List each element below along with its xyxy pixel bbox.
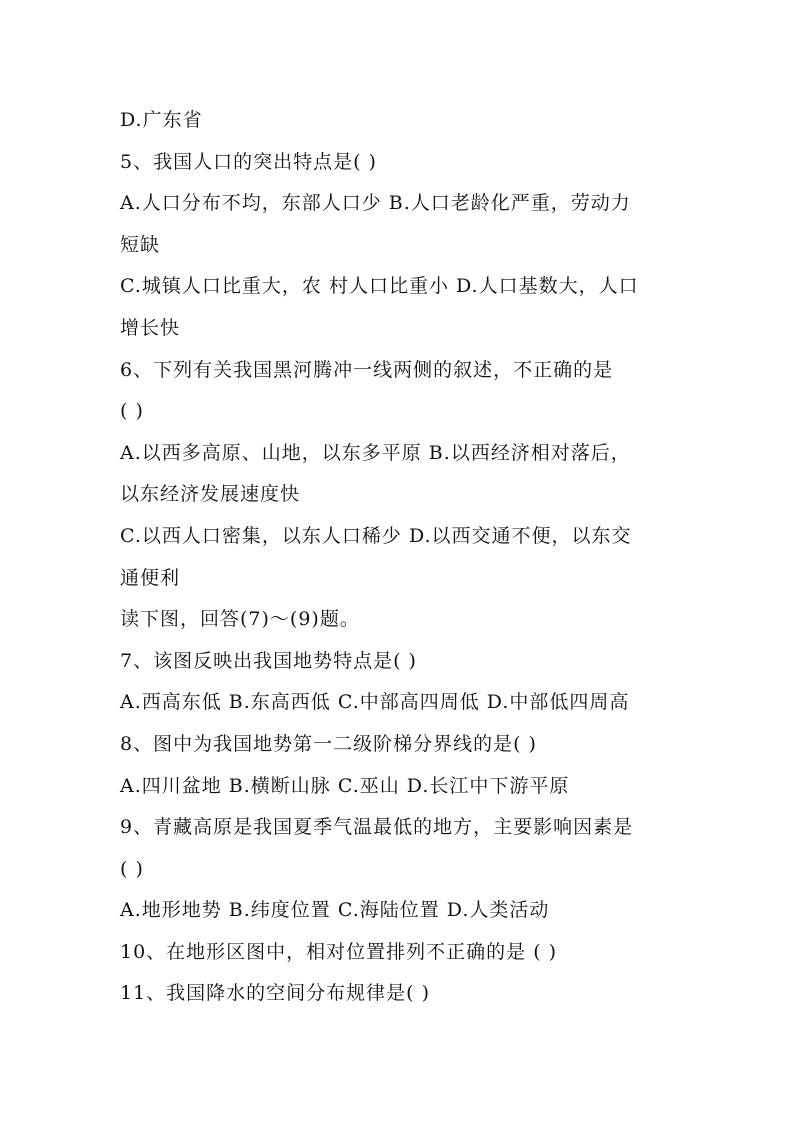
question-6-bracket: ( ) — [120, 400, 144, 423]
question-7: 7、该图反映出我国地势特点是( ) — [120, 649, 417, 672]
question-6: 6、下列有关我国黑河腾冲一线两侧的叙述，不正确的是 — [120, 358, 614, 381]
option-line: A.西高东低 B.东高西低 C.中部高四周低 D.中部低四周高 — [120, 691, 630, 714]
instruction-line: 读下图，回答(7)～(9)题。 — [120, 608, 360, 631]
option-line: C.城镇人口比重大，农 村人口比重小 D.人口基数大，人口 — [120, 275, 639, 298]
question-11: 11、我国降水的空间分布规律是( ) — [120, 982, 431, 1005]
option-line: A.地形地势 B.纬度位置 C.海陆位置 D.人类活动 — [120, 899, 550, 922]
option-line: 增长快 — [120, 316, 181, 339]
question-5: 5、我国人口的突出特点是( ) — [120, 150, 377, 173]
option-line: A.人口分布不均，东部人口少 B.人口老龄化严重，劳动力 — [120, 192, 631, 215]
option-line: A.四川盆地 B.横断山脉 C.巫山 D.长江中下游平原 — [120, 774, 570, 797]
question-10: 10、在地形区图中，相对位置排列不正确的是 ( ) — [120, 940, 558, 963]
option-line: 通便利 — [120, 566, 181, 589]
question-9: 9、青藏高原是我国夏季气温最低的地方，主要影响因素是 — [120, 816, 634, 839]
option-line: D.广东省 — [120, 109, 203, 131]
question-9-bracket: ( ) — [120, 857, 144, 880]
option-line: C.以西人口密集，以东人口稀少 D.以西交通不便，以东交 — [120, 524, 632, 547]
question-8: 8、图中为我国地势第一二级阶梯分界线的是( ) — [120, 732, 537, 755]
option-line: 以东经济发展速度快 — [120, 483, 301, 506]
option-line: 短缺 — [120, 233, 161, 256]
option-line: A.以西多高原、山地，以东多平原 B.以西经济相对落后， — [120, 441, 631, 464]
document-body — [120, 100, 680, 1015]
